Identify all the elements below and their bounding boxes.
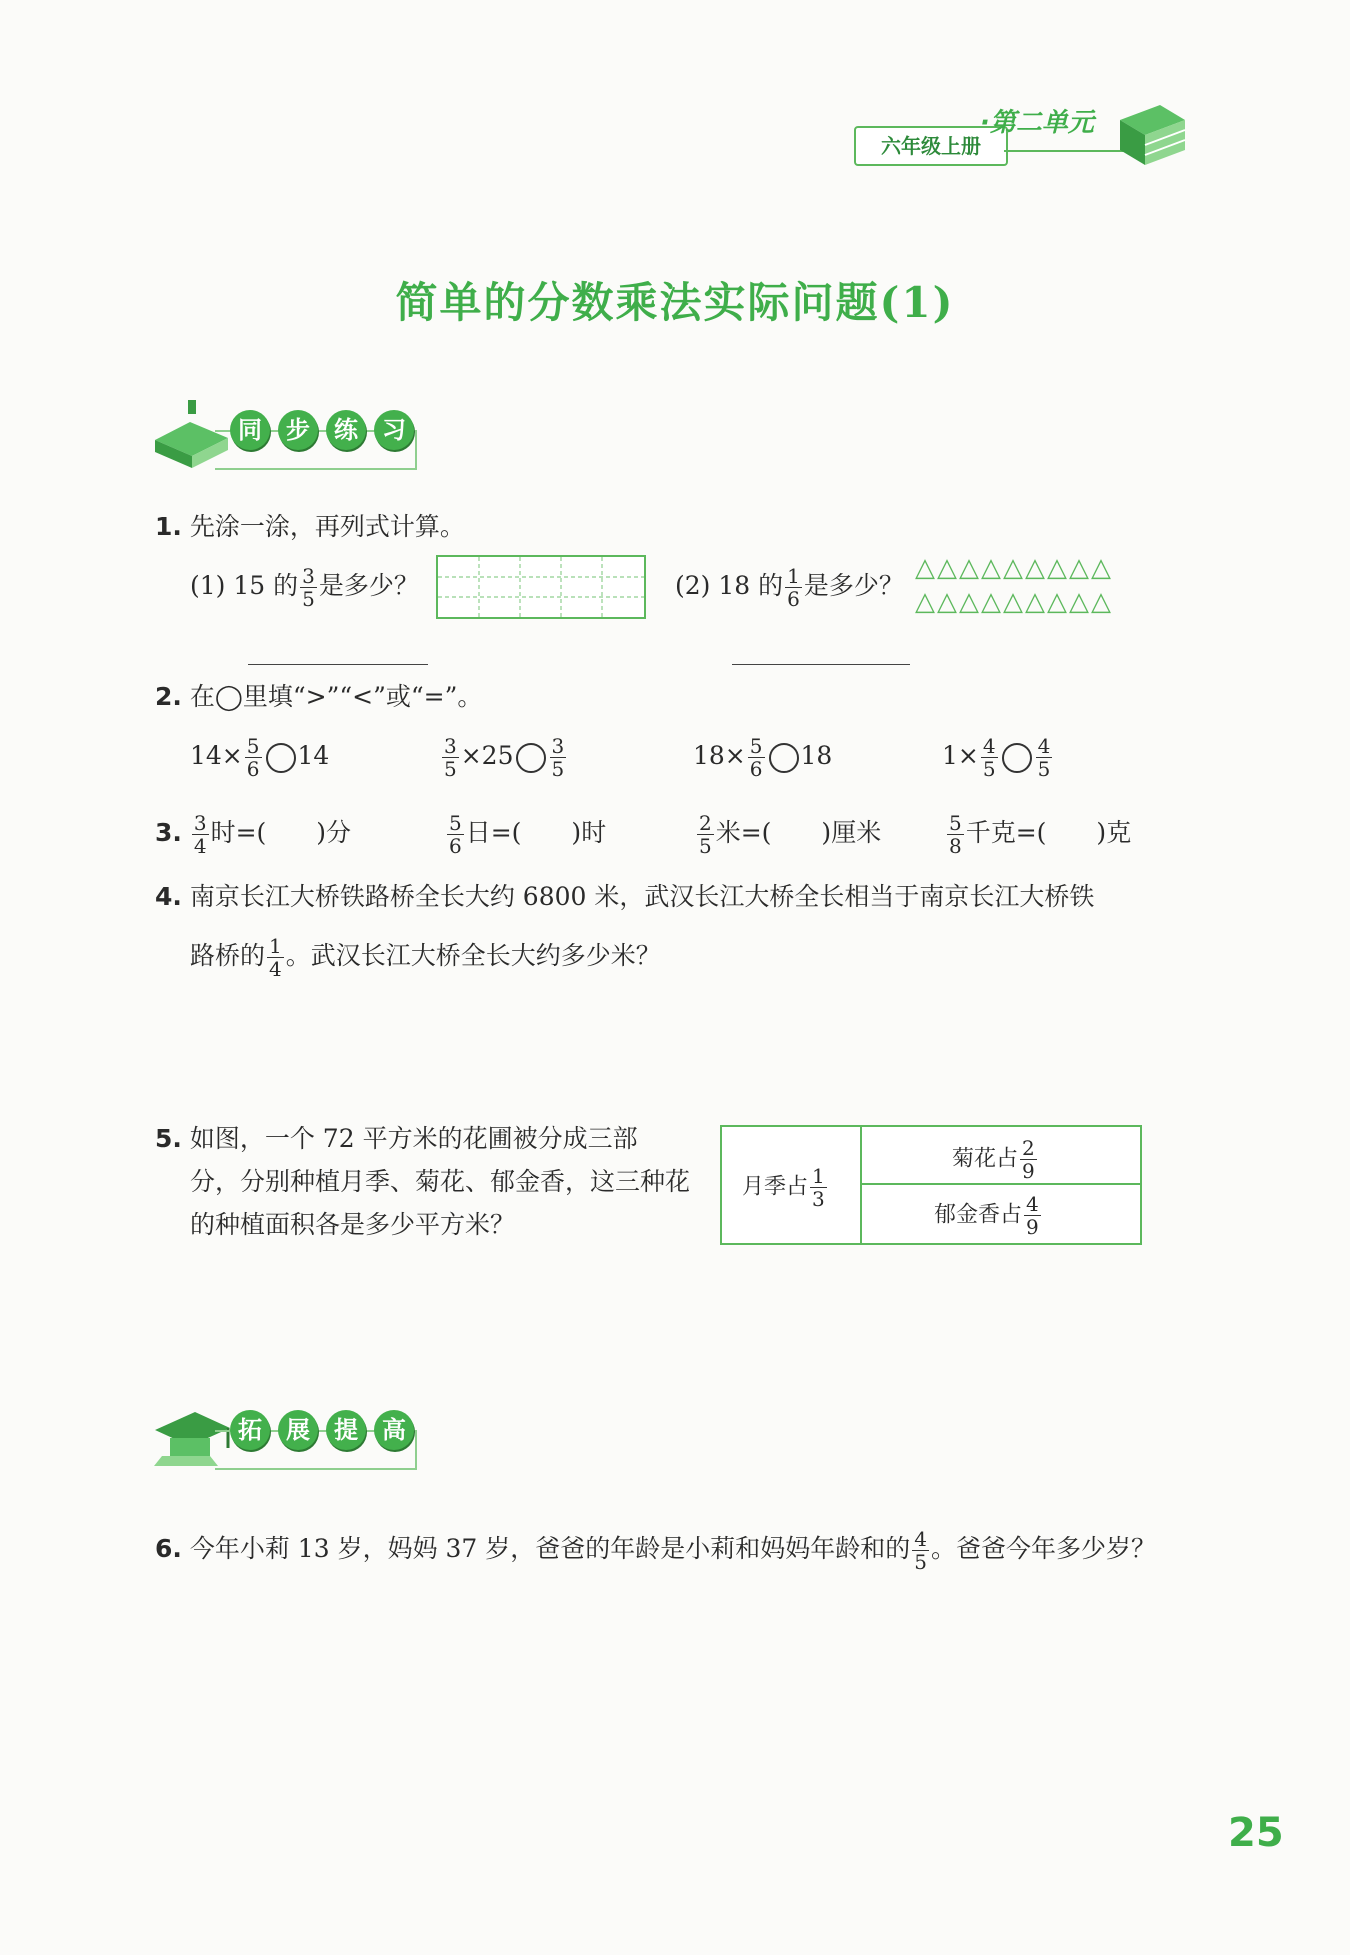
conversion-item: $\frac{5}{6}$ 日=( )时 [449,811,607,858]
unit-badge [850,100,1190,170]
question-5-line-3: 的种植面积各是多少平方米？ [190,1210,516,1239]
fraction: $\frac{1}{6}$ [787,564,800,611]
question-3: 3. $\frac{3}{4}$ 时=( )分 [155,811,352,858]
section-extension [150,1400,450,1470]
compare-circle[interactable] [769,743,799,773]
question-1: 1. 先涂一涂，再列式计算。 [155,512,465,541]
compare-circle[interactable] [266,743,296,773]
page-title: 简单的分数乘法实际问题(1) [395,278,955,327]
conversion-blank[interactable]: 日=( )时 [465,818,607,847]
chrysanthemum-area: 菊花占 $\frac{2}{9}$ [952,1136,1035,1183]
garden-diagram [720,1125,1142,1245]
answer-line[interactable] [732,664,910,665]
question-text: 在◯里填“>”“<”或“=”。 [189,682,483,711]
section-char: 展 [278,1410,318,1450]
compare-circle[interactable] [1002,743,1032,773]
answer-line[interactable] [248,664,428,665]
conversion-blank[interactable]: 千克=( )克 [965,818,1132,847]
question-2: 2. 在◯里填“>”“<”或“=”。 [155,682,483,711]
question-4: 4. 南京长江大桥铁路桥全长大约 6800 米，武汉长江大桥全长相当于南京长江大桥铁 [155,882,1095,911]
question-5: 5. 如图，一个 72 平方米的花圃被分成三部 [155,1124,638,1153]
triangles-row[interactable]: △△△△△△△△△ [915,553,1113,583]
fraction: $\frac{3}{5}$ [302,564,315,611]
section-char: 提 [326,1410,366,1450]
rose-area: 月季占 $\frac{1}{3}$ [742,1164,825,1211]
compare-item: 1× $\frac{4}{5}$ $\frac{4}{5}$ [942,734,1051,781]
unit-label: ·第二单元 [980,108,1094,138]
conversion-blank[interactable]: 时=( )分 [210,818,352,847]
conversion-item: $\frac{2}{5}$ 米=( )厘米 [699,811,882,858]
section-sync-practice [150,400,450,470]
page-number: 25 [1228,1810,1284,1856]
question-6: 6. 今年小莉 13 岁，妈妈 37 岁，爸爸的年龄是小莉和妈妈年龄和的 $\frac{4}{5}$ 。爸爸今年多少岁？ [155,1527,1157,1574]
compare-item: 18× $\frac{5}{6}$ 18 [693,734,833,781]
compare-item: $\frac{3}{5}$ ×25 $\frac{3}{5}$ [444,734,565,781]
question-5-line-2: 分，分别种植月季、菊花、郁金香，这三种花 [190,1167,691,1196]
question-4-line-2: 路桥的 $\frac{1}{4}$ 。武汉长江大桥全长大约多少米？ [190,934,661,981]
triangles-row[interactable]: △△△△△△△△△ [915,587,1113,617]
section-char: 习 [374,410,414,450]
section-char: 高 [374,1410,414,1450]
question-text: 先涂一涂，再列式计算。 [189,512,465,541]
section-char: 练 [326,410,366,450]
shading-grid[interactable] [436,555,646,619]
section-char: 拓 [230,1410,270,1450]
section-char: 步 [278,410,318,450]
question-1-part-1: (1) 15 的 $\frac{3}{5}$ 是多少？ [190,564,419,611]
compare-item: 14× $\frac{5}{6}$ 14 [190,734,330,781]
tulip-area: 郁金香占 $\frac{4}{9}$ [934,1192,1039,1239]
compare-circle[interactable] [516,743,546,773]
conversion-item: $\frac{5}{8}$ 千克=( )克 [949,811,1132,858]
question-1-part-2: (2) 18 的 $\frac{1}{6}$ 是多少？ [675,564,904,611]
books-icon [1110,100,1190,170]
grade-label: 六年级上册 [854,126,1008,166]
section-char: 同 [230,410,270,450]
conversion-blank[interactable]: 米=( )厘米 [715,818,882,847]
